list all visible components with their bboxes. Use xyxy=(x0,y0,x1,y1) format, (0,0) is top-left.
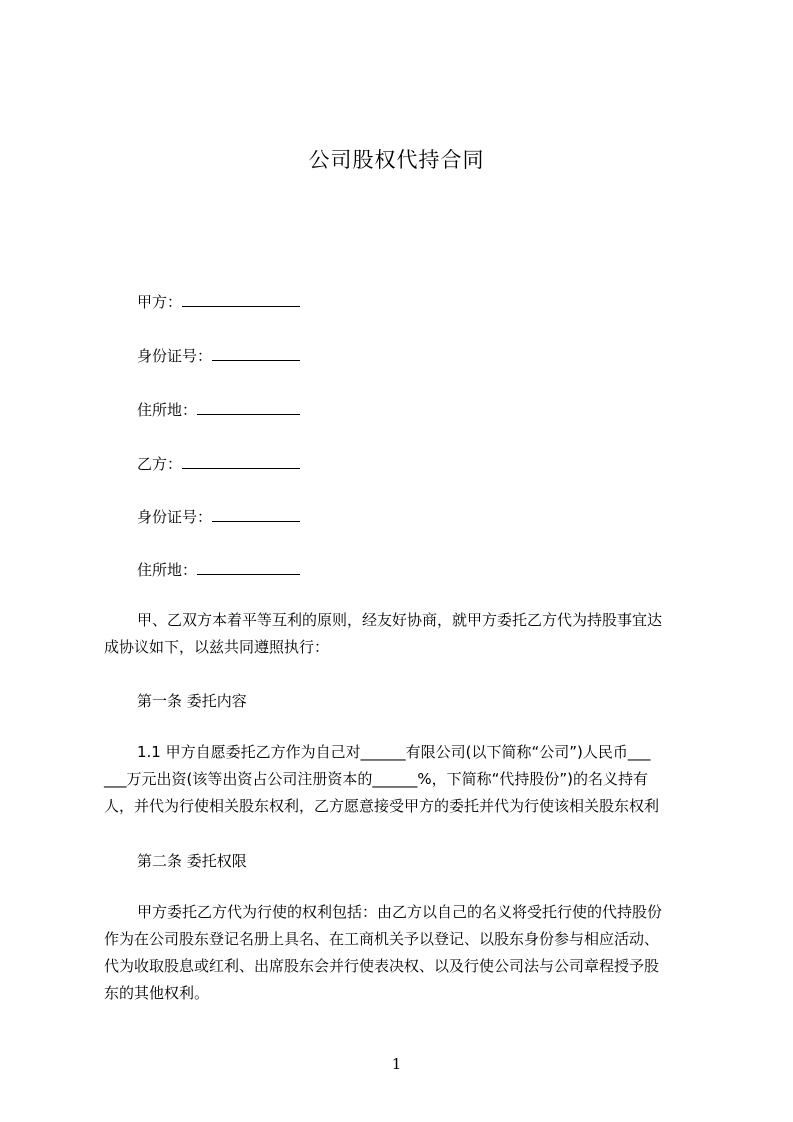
party-a-address-label: 住所地： xyxy=(137,401,198,419)
article-2-line: 甲方委托乙方代为行使的权利包括：由乙方以自己的名义将受托行使的代持股份 xyxy=(137,903,663,921)
article-2-line: 作为在公司股东登记名册上具名、在工商机关予以登记、以股东身份参与相应活动、 xyxy=(104,930,660,948)
document-title: 公司股权代持合同 xyxy=(308,148,485,172)
article-2-line: 东的其他权利。 xyxy=(104,984,210,1002)
party-a-id-blank xyxy=(212,346,300,361)
article-1-body xyxy=(104,739,704,820)
article-1-line: 1.1 甲方自愿委托乙方作为自己对______有限公司(以下简称“公司”)人民币___ xyxy=(137,743,651,761)
party-b-address-label: 住所地： xyxy=(137,561,198,579)
party-b-label: 乙方： xyxy=(137,455,183,473)
page-number: 1 xyxy=(391,1055,402,1073)
article-2-heading: 第二条 委托权限 xyxy=(137,852,247,870)
article-2-line: 代为收取股息或红利、出席股东会并行使表决权、以及行使公司法与公司章程授予股 xyxy=(104,957,660,975)
party-a-blank xyxy=(182,292,300,307)
party-b-blank xyxy=(182,454,300,469)
party-a-address-field xyxy=(137,400,300,420)
party-a-id-field xyxy=(137,346,300,366)
party-b-id-field xyxy=(137,507,300,527)
party-a-address-blank xyxy=(197,400,300,415)
party-b-address-blank xyxy=(197,560,300,575)
party-b-id-label: 身份证号： xyxy=(137,508,213,526)
party-a-id-label: 身份证号： xyxy=(137,347,213,365)
article-2-body xyxy=(104,899,704,1007)
intro-paragraph xyxy=(104,607,704,661)
party-a-label: 甲方： xyxy=(137,293,183,311)
article-1-line: ___万元出资(该等出资占公司注册资本的______%，下简称“代持股份”)的名义持有 xyxy=(104,770,649,788)
party-b-address-field xyxy=(137,560,300,580)
party-a-field xyxy=(137,292,300,312)
intro-line: 成协议如下，以兹共同遵照执行： xyxy=(104,638,330,656)
article-1-line: 人，并代为行使相关股东权利，乙方愿意接受甲方的委托并代为行使该相关股东权利 xyxy=(104,797,660,815)
article-1-heading: 第一条 委托内容 xyxy=(137,692,247,710)
party-b-field xyxy=(137,454,300,474)
party-b-id-blank xyxy=(212,507,300,522)
intro-line: 甲、乙双方本着平等互利的原则，经友好协商，就甲方委托乙方代为持股事宜达 xyxy=(137,611,663,629)
